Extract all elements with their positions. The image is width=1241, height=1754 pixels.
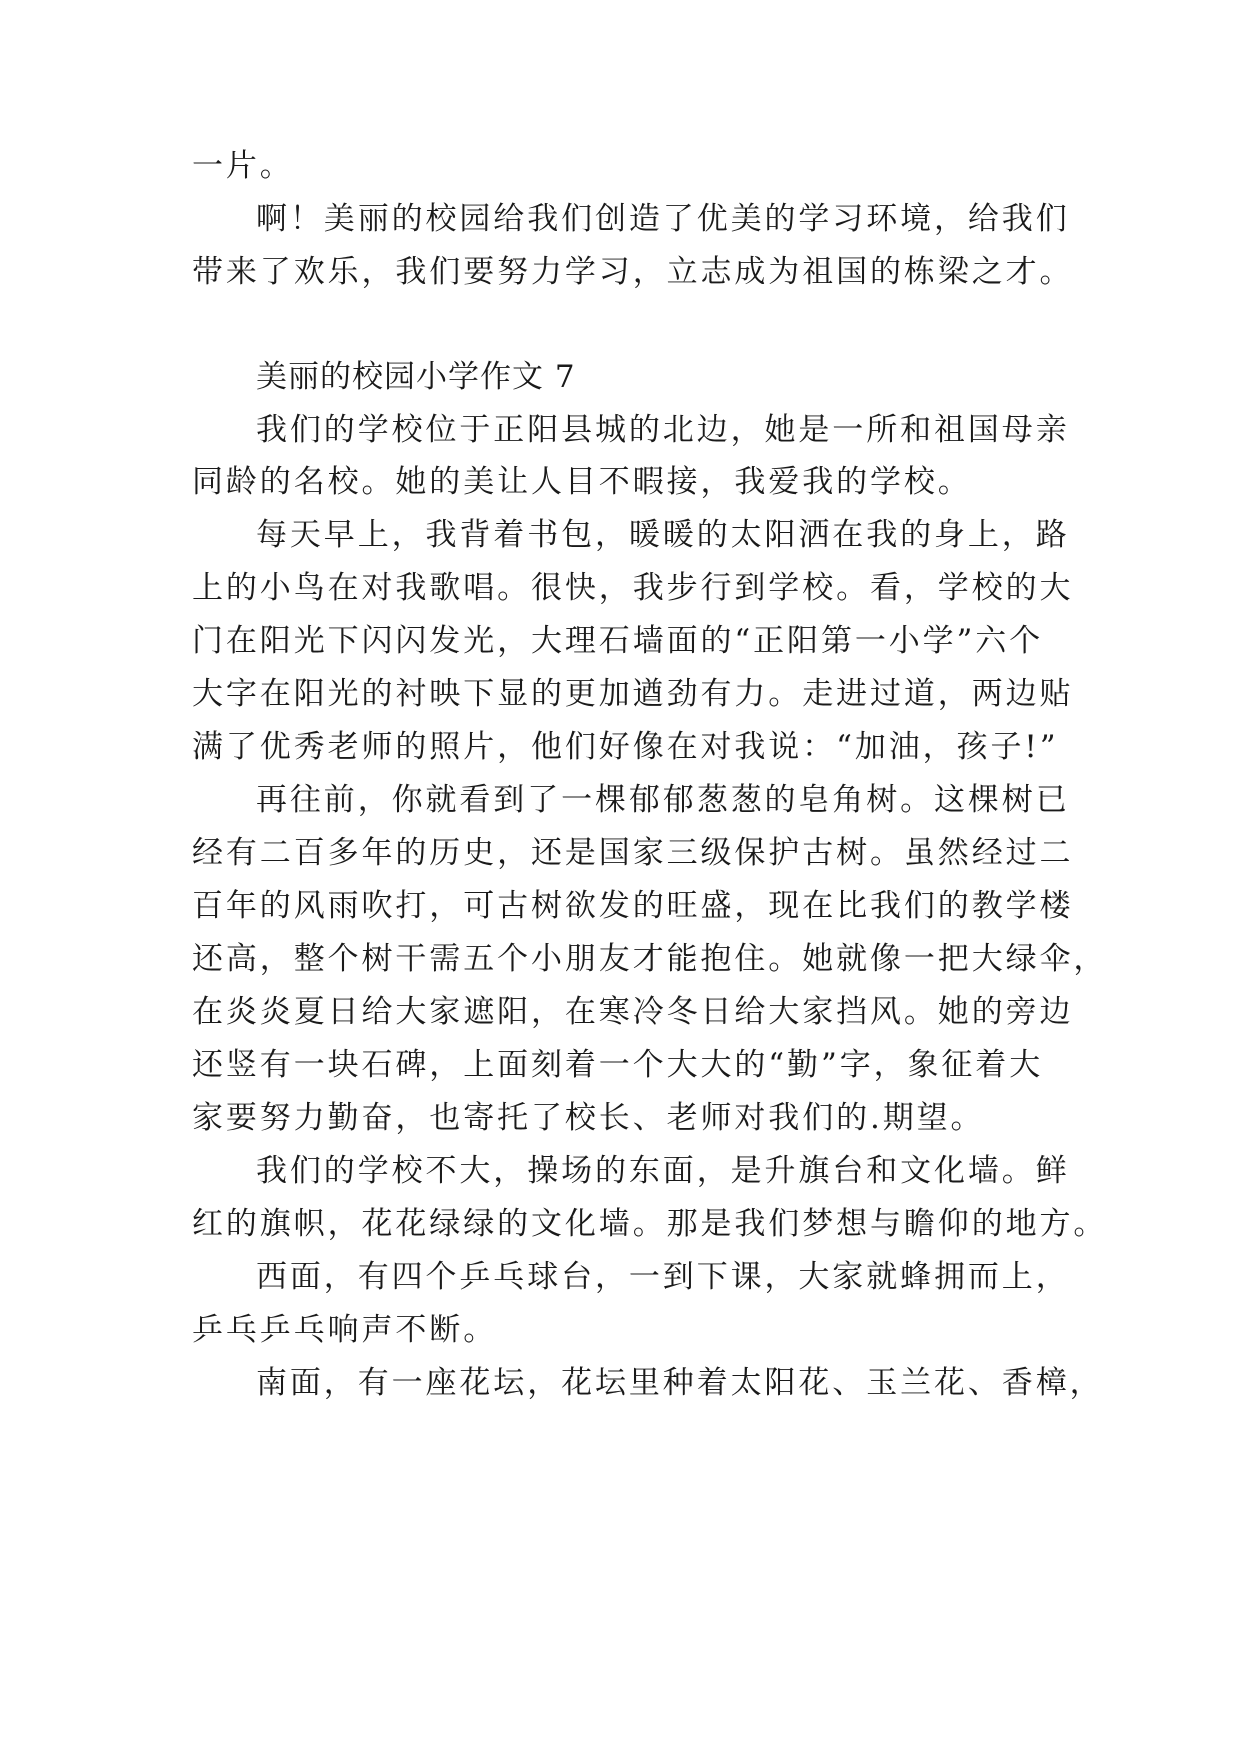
text-line: 家要努力勤奋，也寄托了校长、老师对我们的.期望。 xyxy=(192,1100,985,1136)
text-line: 乒乓乒乓响声不断。 xyxy=(192,1312,498,1348)
text-line: 红的旗帜，花花绿绿的文化墙。那是我们梦想与瞻仰的地方。 xyxy=(192,1206,1108,1242)
paragraph-start: 我们的学校位于正阳县城的北边，她是一所和祖国母亲 xyxy=(256,412,1070,448)
text-line: 上的小鸟在对我歌唱。很快，我步行到学校。看，学校的大 xyxy=(192,570,1074,606)
paragraph-start: 每天早上，我背着书包，暖暖的太阳洒在我的身上，路 xyxy=(256,517,1070,553)
text-line: 门在阳光下闪闪发光，大理石墙面的“正阳第一小学”六个 xyxy=(192,623,1044,659)
text-line: 大字在阳光的衬映下显的更加遒劲有力。走进过道，两边贴 xyxy=(192,676,1074,712)
section-heading: 美丽的校园小学作文 7 xyxy=(256,359,576,395)
paragraph-start: 西面，有四个乒乓球台，一到下课，大家就蜂拥而上， xyxy=(256,1259,1070,1295)
text-line: 百年的风雨吹打，可古树欲发的旺盛，现在比我们的教学楼 xyxy=(192,888,1074,924)
text-line: 带来了欢乐，我们要努力学习，立志成为祖国的栋梁之才。 xyxy=(192,254,1074,290)
paragraph-start: 再往前，你就看到了一棵郁郁葱葱的皂角树。这棵树已 xyxy=(256,782,1070,818)
paragraph-start: 啊！美丽的校园给我们创造了优美的学习环境，给我们 xyxy=(256,201,1070,237)
text-line: 同龄的名校。她的美让人目不暇接，我爱我的学校。 xyxy=(192,464,972,500)
text-line: 在炎炎夏日给大家遮阳，在寒冷冬日给大家挡风。她的旁边 xyxy=(192,994,1074,1030)
text-line: 还高，整个树干需五个小朋友才能抱住。她就像一把大绿伞， xyxy=(192,941,1108,977)
text-line: 还竖有一块石碑，上面刻着一个大大的“勤”字，象征着大 xyxy=(192,1047,1044,1083)
text-line: 满了优秀老师的照片，他们好像在对我说：“加油，孩子!” xyxy=(192,729,1059,765)
text-line: 一片。 xyxy=(192,148,294,184)
paragraph-start: 我们的学校不大，操场的东面，是升旗台和文化墙。鲜 xyxy=(256,1153,1070,1189)
text-line: 经有二百多年的历史，还是国家三级保护古树。虽然经过二 xyxy=(192,835,1074,871)
paragraph-start: 南面，有一座花坛，花坛里种着太阳花、玉兰花、香樟， xyxy=(256,1365,1104,1401)
